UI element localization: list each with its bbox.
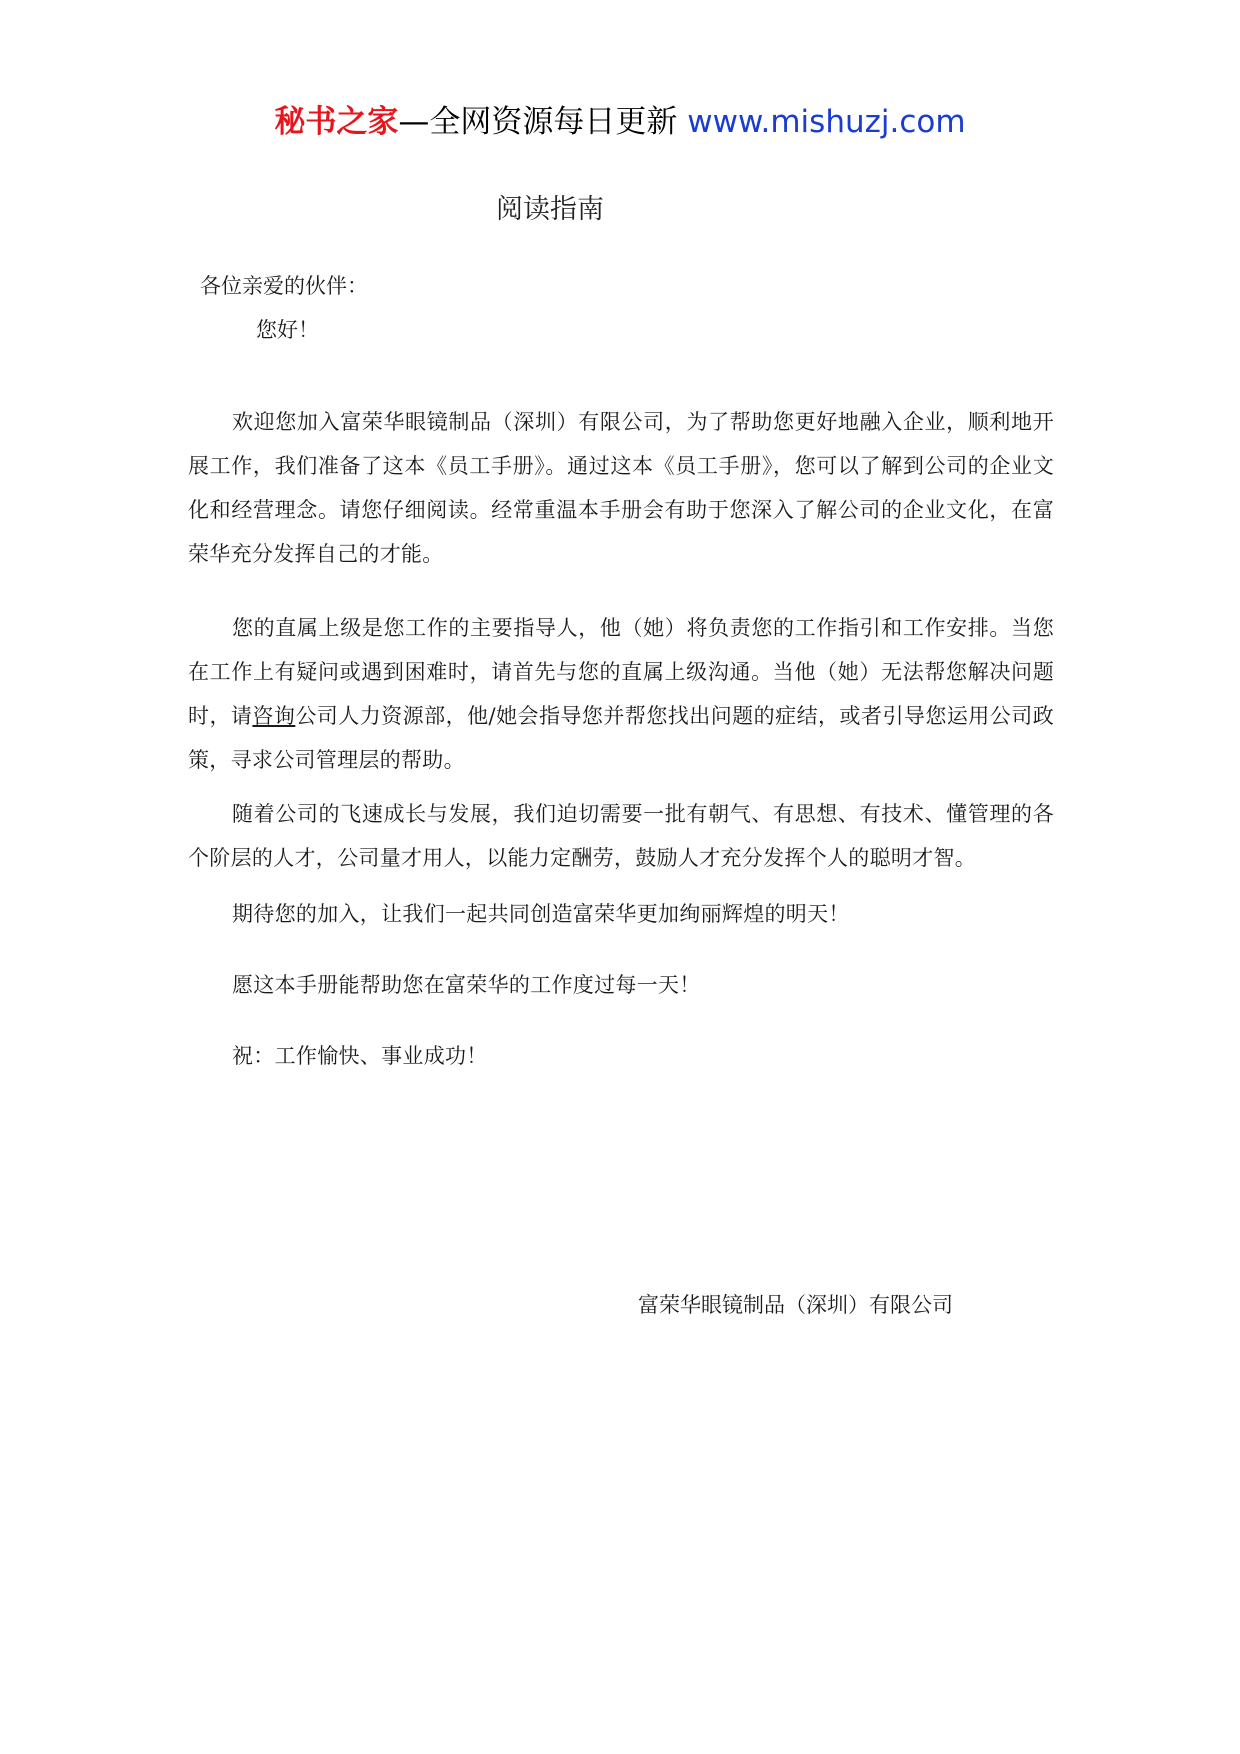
hello-line: 您好！ [256, 318, 319, 342]
growth-paragraph: 随着公司的飞速成长与发展，我们迫切需要一批有朝气、有思想、有技术、懂管理的各个阶层的人才，公司量才用人，以能力定酬劳，鼓励人才充分发挥个人的聪明才智。 [188, 802, 1054, 870]
company-signature: 富荣华眼镜制品（深圳）有限公司 [638, 1293, 953, 1317]
page-title: 阅读指南 [496, 194, 604, 225]
supervisor-text-after: 公司人力资源部，他/她会指导您并帮您找出问题的症结，或者引导您运用公司政策，寻求公司管理层的帮助。 [188, 704, 1054, 772]
brand-name: 秘书之家 [274, 104, 399, 140]
wish-paragraph: 愿这本手册能帮助您在富荣华的工作度过每一天！ [232, 973, 701, 997]
site-url-link[interactable]: www.mishuzj.com [687, 104, 966, 140]
consult-underlined-text: 咨询 [252, 704, 296, 728]
welcome-paragraph: 欢迎您加入富荣华眼镜制品（深圳）有限公司，为了帮助您更好地融入企业，顺利地开展工作，我们准备了这本《员工手册》。通过这本《员工手册》，您可以了解到公司的企业文化和经营理念。请您仔细阅读。经常重温本手册会有助于您深入了解公司的企业文化，在富荣华充分发挥自己的才能。 [188, 410, 1054, 566]
supervisor-paragraph [188, 606, 1054, 782]
site-banner [0, 102, 1240, 142]
expectation-paragraph: 期待您的加入，让我们一起共同创造富荣华更加绚丽辉煌的明天！ [232, 902, 850, 926]
greeting-line: 各位亲爱的伙伴： [200, 274, 368, 298]
banner-slogan: —全网资源每日更新 [398, 104, 688, 140]
supervisor-text-before: 您的直属上级是您工作的主要指导人，他（她）将负责您的工作指引和工作安排。当您在工作上有疑问或遇到困难时，请首先与您的直属上级沟通。当他（她）无法帮您解决问题时，请 [188, 616, 1054, 728]
blessing-paragraph: 祝：工作愉快、事业成功！ [232, 1044, 488, 1068]
